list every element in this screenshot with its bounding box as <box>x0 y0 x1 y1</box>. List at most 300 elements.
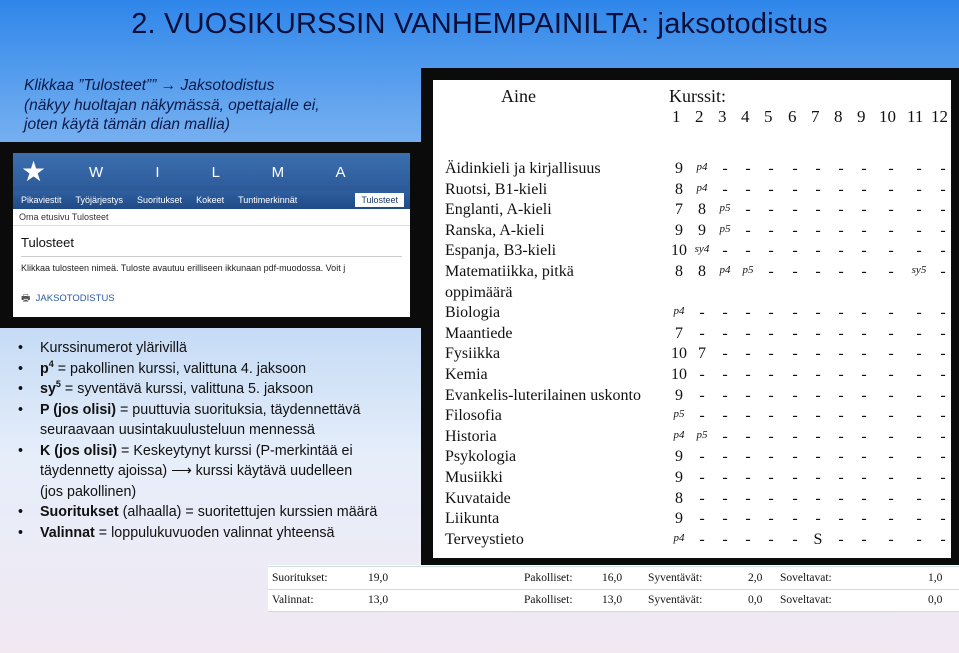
grade-cell: - <box>815 263 821 280</box>
grade-cell: 8 <box>675 263 683 280</box>
report-card <box>433 80 951 558</box>
grade-cell: - <box>745 242 751 260</box>
grade-cell: - <box>792 345 798 363</box>
grade-cell: - <box>768 510 774 528</box>
grade-cell: - <box>745 530 751 548</box>
grade-cell: - <box>722 304 728 322</box>
grade-cell: sy4 <box>694 243 710 256</box>
grade-cell: - <box>768 407 774 425</box>
subject-name: Maantiede <box>445 324 513 342</box>
subject-row <box>445 387 951 407</box>
grade-cell: - <box>838 345 844 363</box>
bullet-item <box>18 441 378 503</box>
grade-cell: - <box>815 304 821 322</box>
grade-cell: - <box>861 180 867 198</box>
grade-cell: - <box>838 221 844 239</box>
grade-cell: - <box>888 242 894 260</box>
grade-cell: - <box>916 469 922 486</box>
bullet-text: (alhaalla) = suoritettujen kurssien määrä <box>118 504 378 520</box>
grade-cell: - <box>940 304 946 322</box>
grade-cell: - <box>722 427 728 445</box>
grade-cell: - <box>815 469 821 486</box>
grade-cell: - <box>792 160 798 177</box>
nav-item-tulosteet[interactable]: Tulosteet <box>355 193 404 207</box>
summary-value: 13,0 <box>368 594 389 606</box>
grade-cell: - <box>792 530 798 548</box>
bullet-item <box>18 400 378 441</box>
grade-cell: - <box>916 345 922 363</box>
summary-value: 0,0 <box>928 594 943 606</box>
grade-cell: - <box>888 427 894 445</box>
grade-cell: - <box>838 304 844 322</box>
grade-cell: 9 <box>675 221 683 239</box>
subject-row <box>445 242 951 262</box>
subject-row <box>445 510 951 530</box>
course-number: 5 <box>764 107 773 126</box>
grade-cell: - <box>916 324 922 342</box>
subject-name: Ranska, A-kieli <box>445 221 545 239</box>
subject-row <box>445 284 951 304</box>
bullet-item <box>18 359 378 380</box>
bullet-sup: 5 <box>55 379 61 390</box>
grade-cell: - <box>861 510 867 528</box>
subject-name: Matematiikka, pitkä <box>445 263 574 280</box>
grade-cell: - <box>768 160 774 177</box>
summary-label: Pakolliset: <box>524 594 573 606</box>
grade-cell: - <box>940 448 946 466</box>
subject-header: Aine <box>501 86 536 106</box>
grade-cell: - <box>768 427 774 445</box>
grade-cell: - <box>815 386 821 404</box>
grade-cell: - <box>916 180 922 198</box>
grade-cell: - <box>916 221 922 239</box>
grade-cell: - <box>888 530 894 548</box>
grade-cell: - <box>792 427 798 445</box>
bullet-item <box>18 523 378 544</box>
grade-cell: - <box>699 530 705 548</box>
grade-cell: 9 <box>675 160 683 177</box>
nav-item-suoritukset[interactable]: Suoritukset <box>137 195 183 205</box>
grade-cell: - <box>792 221 798 239</box>
bullet-lead: Valinnat <box>40 524 95 541</box>
grade-cell: - <box>745 180 751 198</box>
grade-cell: - <box>861 242 867 260</box>
subject-row <box>445 201 951 221</box>
explanation-list <box>18 338 378 543</box>
wilma-header <box>13 153 410 191</box>
grade-cell: - <box>699 510 705 528</box>
bullet-text: = puuttuvia suorituksia, täydennettävä seuraavaan uusintakuulusteluun mennessä <box>40 401 361 438</box>
grade-cell: - <box>861 221 867 239</box>
grade-cell: - <box>722 469 728 486</box>
grade-cell: p5 <box>719 222 731 235</box>
grade-cell: - <box>838 448 844 466</box>
grade-cell: - <box>888 366 894 383</box>
grade-cell: p4 <box>696 181 708 194</box>
subject-name: Historia <box>445 427 497 445</box>
bullet-lead: p <box>40 360 49 377</box>
grade-cell: - <box>861 201 867 219</box>
grade-cell: - <box>792 304 798 322</box>
slide-title: 2. VUOSIKURSSIN VANHEMPAINILTA: jaksotodistus <box>131 8 828 40</box>
grade-cell: - <box>699 448 705 466</box>
course-number: 2 <box>695 107 704 126</box>
grade-cell: - <box>861 489 867 507</box>
subject-name: Kuvataide <box>445 489 511 507</box>
subject-row <box>445 490 951 510</box>
grade-cell: sy5 <box>911 264 927 276</box>
grade-cell: - <box>699 469 705 486</box>
grade-cell: - <box>815 448 821 466</box>
grade-cell: - <box>722 324 728 342</box>
wilma-brand: W I L M A <box>89 164 370 181</box>
grade-cell: - <box>722 386 728 404</box>
grade-cell: - <box>815 242 821 260</box>
course-number: 1 <box>672 107 681 126</box>
jaksotodistus-link[interactable] <box>13 279 410 308</box>
grade-cell: - <box>699 386 705 404</box>
grade-cell: - <box>699 489 705 507</box>
grade-cell: p4 <box>696 161 708 173</box>
grade-cell: - <box>888 263 894 280</box>
courses-header: Kurssit: <box>669 86 727 106</box>
grade-cell: - <box>838 242 844 260</box>
summary-row <box>268 589 959 612</box>
subject-name: Liikunta <box>445 510 500 528</box>
grade-cell: - <box>861 304 867 322</box>
course-number: 12 <box>931 107 948 126</box>
bullet-text: = Keskeytynyt kurssi (P-merkintää ei täydennetty ajoissa) ⟶ kurssi käytävä uudelleen (jos pakollinen) <box>40 442 353 500</box>
grade-cell: - <box>745 427 751 445</box>
grade-cell: 8 <box>675 489 683 507</box>
grade-cell: p4 <box>673 428 685 441</box>
grade-cell: - <box>861 324 867 342</box>
grade-cell: - <box>745 201 751 219</box>
grade-cell: 10 <box>671 366 687 383</box>
grade-cell: - <box>838 407 844 425</box>
grade-cell: - <box>838 324 844 342</box>
grade-cell: - <box>745 324 751 342</box>
grade-cell: - <box>888 304 894 322</box>
subject-name: Englanti, A-kieli <box>445 201 552 219</box>
printer-icon: 🖶 <box>21 293 31 304</box>
grade-cell: - <box>722 345 728 363</box>
grade-cell: - <box>888 448 894 466</box>
grade-cell: - <box>861 345 867 363</box>
subject-row <box>445 263 951 283</box>
course-number: 6 <box>788 107 797 126</box>
grade-cell: p4 <box>673 531 685 544</box>
grade-cell: - <box>940 469 946 486</box>
grade-cell: - <box>815 489 821 507</box>
intro-line: (näkyy huoltajan näkymässä, opettajalle ei, <box>24 96 320 114</box>
grade-cell: - <box>940 427 946 445</box>
grade-cell: - <box>792 366 798 383</box>
grade-cell: - <box>861 469 867 486</box>
subject-row <box>445 531 951 551</box>
grade-cell: - <box>861 366 867 383</box>
grade-cell: - <box>888 221 894 239</box>
summary-value: 16,0 <box>602 572 623 584</box>
grade-cell: - <box>745 366 751 383</box>
bullet-lead: K (jos olisi) <box>40 442 118 459</box>
subject-name: Biologia <box>445 304 501 322</box>
grade-cell: - <box>768 242 774 260</box>
bullet-sup: 4 <box>48 358 54 369</box>
grade-cell: - <box>940 489 946 507</box>
grade-cell: - <box>792 242 798 260</box>
subject-row <box>445 428 951 448</box>
grade-cell: - <box>792 201 798 219</box>
grade-cell: - <box>768 345 774 363</box>
grade-cell: - <box>722 242 728 260</box>
jaksotodistus-link-label[interactable]: JAKSOTODISTUS <box>35 293 115 304</box>
subject-row <box>445 304 951 324</box>
grade-cell: - <box>745 160 751 177</box>
bullet-item <box>18 379 378 400</box>
grade-cell: - <box>838 263 844 280</box>
course-number: 4 <box>741 107 750 126</box>
grade-cell: - <box>745 448 751 466</box>
grade-cell: - <box>838 366 844 383</box>
grade-cell: - <box>888 345 894 363</box>
subject-row <box>445 325 951 345</box>
wilma-screenshot-frame <box>0 142 421 328</box>
subject-name: Äidinkieli ja kirjallisuus <box>445 160 601 177</box>
grade-cell: - <box>940 386 946 404</box>
grade-cell: - <box>888 407 894 425</box>
grade-cell: - <box>861 386 867 404</box>
summary-label: Soveltavat: <box>780 594 832 606</box>
grade-cell: - <box>940 242 946 260</box>
summary-value: 19,0 <box>368 572 389 584</box>
grade-cell: - <box>815 324 821 342</box>
grade-cell: - <box>722 489 728 507</box>
grade-cell: - <box>916 530 922 548</box>
grade-cell: 7 <box>675 201 683 219</box>
grade-cell: - <box>916 427 922 445</box>
grade-cell: - <box>916 366 922 383</box>
grade-cell: - <box>792 489 798 507</box>
grade-cell: - <box>722 180 728 198</box>
grade-cell: - <box>768 304 774 322</box>
grade-cell: - <box>815 407 821 425</box>
grade-cell: - <box>722 160 728 177</box>
course-number: 11 <box>907 107 924 126</box>
grade-cell: p4 <box>673 305 685 318</box>
summary-value: 1,0 <box>928 572 943 584</box>
grade-cell: - <box>888 324 894 342</box>
grade-cell: - <box>940 345 946 363</box>
grade-cell: - <box>861 160 867 177</box>
breadcrumb[interactable]: Oma etusivu Tulosteet <box>13 209 410 226</box>
grade-cell: - <box>792 448 798 466</box>
grade-cell: - <box>940 180 946 198</box>
grade-cell: - <box>792 407 798 425</box>
grade-cell: - <box>768 448 774 466</box>
summary-label: Syventävät: <box>648 594 703 606</box>
grade-cell: - <box>940 263 946 280</box>
subject-row <box>445 345 951 365</box>
summary-label: Pakolliset: <box>524 572 573 584</box>
grade-cell: p5 <box>673 408 685 421</box>
grade-cell: - <box>888 160 894 177</box>
grade-cell: - <box>861 448 867 466</box>
bullet-item <box>18 502 378 523</box>
grade-cell: - <box>916 489 922 507</box>
grade-cell: 8 <box>698 263 706 280</box>
subject-name: Filosofia <box>445 407 502 425</box>
subject-name: Kemia <box>445 366 488 383</box>
grade-cell: 9 <box>675 510 683 528</box>
subject-name: oppimäärä <box>445 283 513 301</box>
nav-item-kokeet[interactable]: Kokeet <box>196 195 225 205</box>
grade-cell: - <box>838 427 844 445</box>
grade-cell: - <box>838 160 844 177</box>
summary-row <box>268 566 959 590</box>
summary-table <box>268 565 959 611</box>
grade-cell: 8 <box>698 201 706 219</box>
grade-cell: - <box>838 180 844 198</box>
grade-cell: - <box>916 160 922 177</box>
grade-cell: p4 <box>719 264 731 276</box>
nav-item-pikaviestit[interactable]: Pikaviestit <box>21 195 62 205</box>
grade-cell: - <box>815 160 821 177</box>
bullet-text: = syventävä kurssi, valittuna 5. jaksoon <box>60 381 314 397</box>
grade-cell: - <box>745 407 751 425</box>
grade-cell: - <box>792 324 798 342</box>
subject-name: Terveystieto <box>445 530 524 548</box>
grade-cell: - <box>940 221 946 239</box>
grade-cell: - <box>838 469 844 486</box>
grade-cell: - <box>768 386 774 404</box>
course-number: 7 <box>811 107 820 126</box>
grade-cell: - <box>815 427 821 445</box>
grade-cell: - <box>916 304 922 322</box>
instructions-text: Klikkaa tulosteen nimeä. Tuloste avautuu erilliseen ikkunaan pdf-muodossa. Voit j <box>21 263 346 273</box>
grade-cell: - <box>768 221 774 239</box>
grade-cell: - <box>745 304 751 322</box>
grade-cell: - <box>861 427 867 445</box>
grade-cell: - <box>916 448 922 466</box>
grade-cell: - <box>815 345 821 363</box>
grade-cell: - <box>916 242 922 260</box>
summary-value: 2,0 <box>748 572 763 584</box>
grade-cell: - <box>699 304 705 322</box>
nav-item-tuntimerkinnat[interactable]: Tuntimerkinnät <box>238 195 298 205</box>
grade-cell: - <box>722 448 728 466</box>
grade-cell: - <box>745 221 751 239</box>
grade-cell: - <box>768 263 774 280</box>
page-title: Tulosteet <box>21 235 74 250</box>
grade-cell: - <box>838 510 844 528</box>
subject-row <box>445 448 951 468</box>
grade-cell: 9 <box>675 448 683 466</box>
grade-cell: - <box>815 366 821 383</box>
subject-name: Musiikki <box>445 469 503 486</box>
course-number: 9 <box>857 107 866 126</box>
grade-cell: 9 <box>698 221 706 239</box>
grade-cell: - <box>722 530 728 548</box>
subject-row <box>445 222 951 242</box>
wilma-screenshot <box>13 153 410 317</box>
grade-cell: - <box>768 469 774 486</box>
grade-cell: - <box>768 366 774 383</box>
grade-cell: 9 <box>675 386 683 404</box>
grade-cell: - <box>768 489 774 507</box>
grade-cell: - <box>745 345 751 363</box>
grade-cell: - <box>722 366 728 383</box>
grade-cell: - <box>745 386 751 404</box>
subject-name: Psykologia <box>445 448 517 466</box>
grade-cell: - <box>792 263 798 280</box>
grade-cell: - <box>815 510 821 528</box>
grade-cell: - <box>838 489 844 507</box>
wilma-nav <box>13 191 410 209</box>
grade-cell: - <box>768 201 774 219</box>
summary-value: 13,0 <box>602 594 623 606</box>
grade-cell: - <box>745 510 751 528</box>
grade-cell: - <box>792 386 798 404</box>
course-number: 10 <box>879 107 896 126</box>
report-card-frame <box>421 68 959 566</box>
grade-cell: 7 <box>675 324 683 342</box>
grade-cell: - <box>940 201 946 219</box>
grade-cell: - <box>722 510 728 528</box>
grade-cell: - <box>815 180 821 198</box>
bullet-text: = loppulukuvuoden valinnat yhteensä <box>94 524 335 541</box>
grade-cell: S <box>813 530 823 548</box>
intro-text <box>24 76 320 135</box>
grade-cell: 10 <box>671 242 687 260</box>
subject-row <box>445 366 951 386</box>
grade-cell: - <box>768 530 774 548</box>
subject-row <box>445 160 951 180</box>
subject-name: Evankelis-luterilainen uskonto <box>445 386 641 404</box>
summary-label: Soveltavat: <box>780 572 832 584</box>
grade-cell: - <box>888 489 894 507</box>
grade-cell: - <box>940 530 946 548</box>
grade-cell: - <box>792 180 798 198</box>
grade-cell: - <box>916 386 922 404</box>
grade-cell: - <box>916 510 922 528</box>
grade-cell: - <box>792 510 798 528</box>
course-number: 8 <box>834 107 843 126</box>
grade-cell: 7 <box>698 345 706 363</box>
grade-cell: - <box>745 469 751 486</box>
grade-cell: - <box>888 469 894 486</box>
grade-cell: - <box>940 407 946 425</box>
grade-cell: - <box>916 407 922 425</box>
grade-cell: - <box>888 180 894 198</box>
grade-cell: - <box>861 530 867 548</box>
subject-row <box>445 407 951 427</box>
bullet-lead: Suoritukset <box>40 504 119 520</box>
grade-cell: - <box>838 201 844 219</box>
grade-cell: - <box>888 201 894 219</box>
grade-cell: - <box>815 221 821 239</box>
course-number: 3 <box>718 107 727 126</box>
grade-cell: - <box>940 160 946 177</box>
grade-cell: p5 <box>719 202 731 215</box>
nav-item-tyojarjestys[interactable]: Työjärjestys <box>75 195 124 205</box>
summary-label: Suoritukset: <box>272 572 328 584</box>
intro-line: joten käytä tämän dian mallia) <box>24 116 230 133</box>
subject-name: Espanja, B3-kieli <box>445 242 557 260</box>
bullet-text: Kurssinumerot ylärivillä <box>40 340 187 356</box>
grade-cell: - <box>940 510 946 528</box>
subject-row <box>445 181 951 201</box>
